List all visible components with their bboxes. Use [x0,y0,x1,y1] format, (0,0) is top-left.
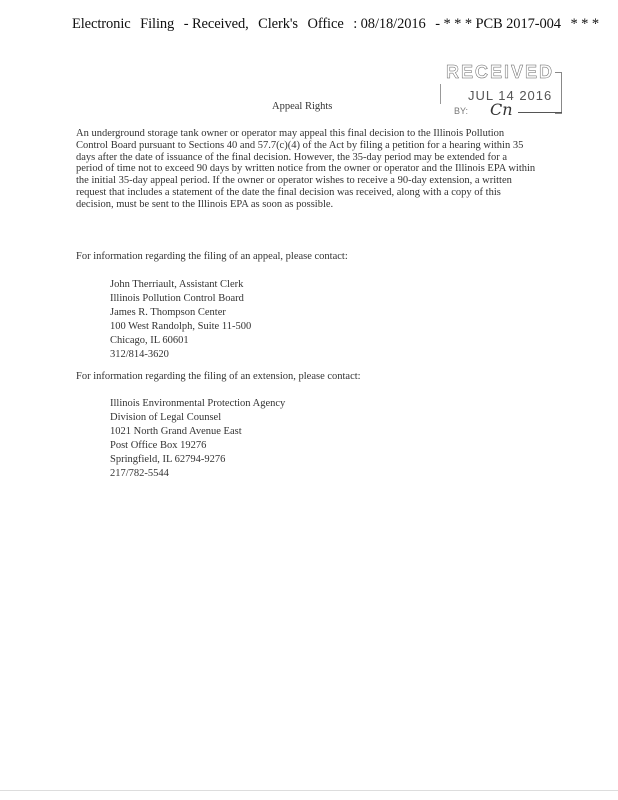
address-line: Springfield, IL 62794-9276 [110,454,226,465]
stamp-bracket-right [555,72,562,114]
header-part: - Received, [183,16,249,32]
address-line: Post Office Box 19276 [110,440,207,451]
address-line: Illinois Pollution Control Board [110,293,244,304]
extension-contact-intro: For information regarding the filing of an extension, please contact: [76,371,361,382]
appeal-contact-intro: For information regarding the filing of an appeal, please contact: [76,251,348,262]
address-line: 312/814-3620 [110,349,169,360]
address-line: Division of Legal Counsel [110,412,222,423]
address-line: 1021 North Grand Avenue East [110,426,242,437]
page-bottom-rule [0,790,618,791]
page-title: Appeal Rights [272,101,333,112]
appeal-rights-paragraph: An underground storage tank owner or operator may appeal this final decision to the Illinois Pollution Control Board pursuant to Sections 40 and 57.7(c)(4) of the Act by filing a petition for a hearing within 35 days after the date of issuance of the final decision. However, the 35-day period may be extended for a period of time not to exceed 90 days by written notice from the owner or operator and the Illinois EPA within the initial 35-day appeal period. If the owner or operator wishes to receive a 90-day extension, a written request that includes a statement of the date the final decision was received, along with a copy of this decision, must be sent to the Illinois EPA as soon as possible. [76,128,536,210]
header-part: Clerk's [258,16,298,32]
header-part: * * * [570,16,599,32]
stamp-by-label: BY: [454,106,469,116]
address-line: 217/782-5544 [110,468,169,479]
header-part: - * * * PCB 2017-004 [435,16,561,32]
stamp-signature-line [518,112,562,113]
appeal-contact-address [110,278,251,362]
address-line: 100 West Randolph, Suite 11-500 [110,321,252,332]
header-part: : 08/18/2016 [353,16,426,32]
header-part: Office [307,16,344,32]
stamp-date: JUL 14 2016 [468,88,553,103]
address-line: Chicago, IL 60601 [110,335,189,346]
stamp-received-word: RECEIVED [446,62,555,82]
stamp-bracket-left [440,84,445,104]
header-part: Electronic [72,16,131,32]
address-line: Illinois Environmental Protection Agency [110,398,286,409]
header-part: Filing [140,16,175,32]
address-line: James R. Thompson Center [110,307,226,318]
address-line: John Therriault, Assistant Clerk [110,279,244,290]
electronic-filing-header [72,16,612,33]
extension-contact-address [110,397,285,481]
stamp-initials: Cn [490,100,513,119]
received-stamp [440,62,562,120]
